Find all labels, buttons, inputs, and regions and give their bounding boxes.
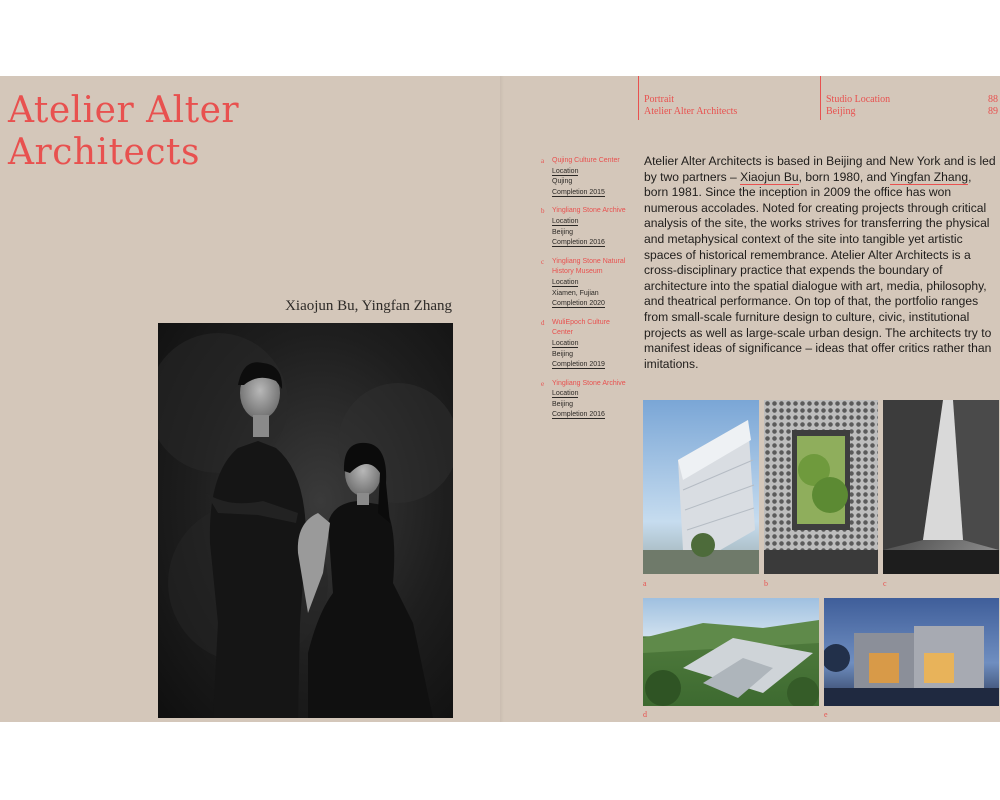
building-illustration-a xyxy=(643,400,759,574)
project-item xyxy=(541,206,633,248)
building-illustration-d xyxy=(643,598,819,706)
photo-label-e: e xyxy=(824,710,828,719)
title-line-1: Atelier Alter xyxy=(8,90,240,131)
page-gutter xyxy=(500,76,504,722)
project-location: Beijing xyxy=(552,350,574,358)
page-title xyxy=(8,90,239,174)
project-location-label: Location xyxy=(552,167,579,175)
title-line-2: Architects xyxy=(8,132,200,173)
body-text-1: Atelier Alter Architects is based in Beijing and New York and is led by two partners – xyxy=(644,154,996,184)
body-text-3: , born 1981. Since the inception in 2009 the office has won numerous accolades. Noted for creating projects through critical analysis of the site, the works strives for transferring the physical and metaphysical context of the site into tangible yet artistic spaces of historical remembrance. Atelier Alter Architects is a cross-disciplinary practice that expends the boundary of architecture into the spatial dialogue with art, media, philosophy, and theatrical performance. On top of that, the portfolio ranges from small-scale furniture design to culture, civic, institutional projects as well as large-scale urban design. The architects try to manifest ideas of significance – ideas that offer critics rather than imitations. xyxy=(644,169,992,371)
body-paragraph xyxy=(644,154,998,372)
page-numbers xyxy=(970,94,998,118)
project-name-line-2: History Museum xyxy=(552,268,603,276)
partner-name-1: Xiaojun Bu xyxy=(740,169,799,184)
building-illustration-c xyxy=(883,400,999,574)
project-completion: Completion 2016 xyxy=(552,239,605,247)
project-letter: e xyxy=(541,379,545,388)
header-location-label: Studio Location xyxy=(826,94,891,105)
project-name: Qujing Culture Center xyxy=(552,157,620,164)
project-letter: c xyxy=(541,257,545,266)
project-completion: Completion 2015 xyxy=(552,188,605,196)
project-letter: a xyxy=(541,157,545,165)
project-location: Beijing xyxy=(552,400,574,408)
header-portrait xyxy=(644,94,737,118)
portrait-photo xyxy=(158,323,453,718)
project-item xyxy=(541,379,633,421)
project-letter: b xyxy=(541,207,545,216)
project-name: Yingliang Stone Archive xyxy=(552,207,626,215)
portrait-caption: Xiaojun Bu, Yingfan Zhang xyxy=(285,298,452,314)
project-photo-e xyxy=(824,598,999,706)
project-name: Yingliang Stone Archive xyxy=(552,379,626,387)
header-location xyxy=(826,94,890,118)
body-text-2: , born 1980, and xyxy=(798,169,890,184)
project-name-line-2: Center xyxy=(552,329,574,337)
project-item xyxy=(541,257,633,310)
project-name: Yingliang Stone Natural xyxy=(552,257,626,265)
partner-name-2: Yingfan Zhang xyxy=(889,169,969,184)
building-illustration-e xyxy=(824,598,999,706)
project-photo-c xyxy=(883,400,999,574)
project-item xyxy=(541,156,633,198)
project-location-label: Location xyxy=(552,339,579,347)
photo-label-d: d xyxy=(643,710,647,719)
project-location: Beijing xyxy=(552,228,574,236)
project-location-label: Location xyxy=(552,217,579,225)
photo-label-b: b xyxy=(764,579,768,588)
project-completion: Completion 2020 xyxy=(552,300,605,308)
project-location: Xiamen, Fujian xyxy=(552,289,599,297)
project-letter: d xyxy=(541,318,545,327)
magazine-spread xyxy=(0,76,1000,722)
page-number-left: 88 xyxy=(988,94,998,105)
project-photo-d xyxy=(643,598,819,706)
header-rule-left xyxy=(638,76,639,120)
project-completion: Completion 2016 xyxy=(552,411,605,419)
project-photo-a xyxy=(643,400,759,574)
project-completion: Completion 2019 xyxy=(552,361,605,369)
photo-label-a: a xyxy=(643,579,647,588)
building-illustration-b xyxy=(764,400,878,574)
header-rule-right xyxy=(820,76,821,120)
header-portrait-label: Portrait xyxy=(644,94,674,105)
page-number-right: 89 xyxy=(988,106,998,117)
project-location-label: Location xyxy=(552,278,579,286)
project-photo-b xyxy=(764,400,878,574)
portrait-illustration xyxy=(158,323,453,718)
header-location-value: Beijing xyxy=(826,106,856,117)
project-location-label: Location xyxy=(552,390,579,398)
project-location: Qujing xyxy=(552,178,573,186)
photo-label-c: c xyxy=(883,579,887,588)
header-portrait-name: Atelier Alter Architects xyxy=(644,106,738,117)
project-name: WuliEpoch Culture xyxy=(552,318,610,326)
project-index xyxy=(541,156,633,429)
project-item xyxy=(541,318,633,371)
